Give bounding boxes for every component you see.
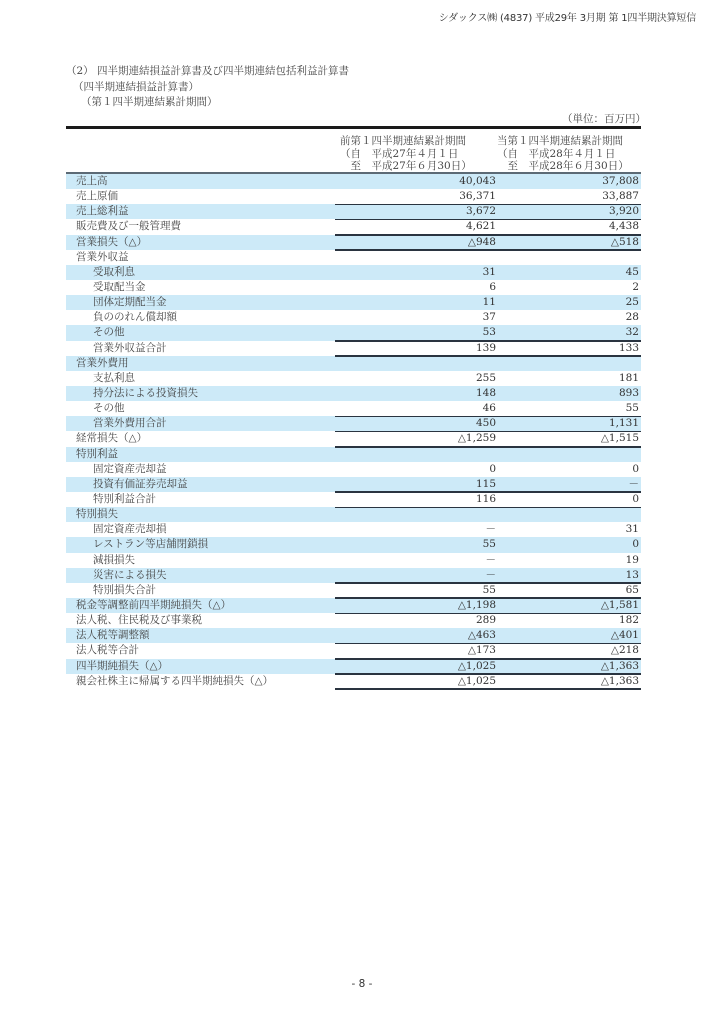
row-label: 法人税等合計 bbox=[76, 644, 139, 657]
row-label: 特別利益 bbox=[76, 447, 118, 460]
prior-value: △1,025 bbox=[457, 674, 496, 687]
table-row bbox=[66, 568, 641, 583]
current-value: 133 bbox=[618, 341, 639, 354]
table-row bbox=[66, 310, 641, 325]
row-label: 災害による損失 bbox=[93, 568, 167, 581]
prior-value: 53 bbox=[482, 326, 496, 339]
row-label: 負ののれん償却額 bbox=[93, 311, 177, 324]
prior-value: 3,672 bbox=[465, 205, 496, 218]
prior-value: 11 bbox=[482, 296, 496, 309]
prior-value: 148 bbox=[475, 386, 496, 399]
table-row bbox=[66, 325, 641, 340]
row-label: 投資有価証券売却益 bbox=[93, 477, 188, 490]
table-row bbox=[66, 462, 641, 477]
prior-value: － bbox=[485, 568, 496, 581]
prior-value: △948 bbox=[467, 235, 496, 248]
row-label: 販売費及び一般管理費 bbox=[76, 220, 181, 233]
current-value: － bbox=[628, 477, 639, 490]
table-row bbox=[66, 598, 641, 613]
row-label: 売上総利益 bbox=[76, 205, 129, 218]
table-row bbox=[66, 674, 641, 689]
unit-label: （単位：百万円） bbox=[562, 113, 646, 125]
table-row bbox=[66, 235, 641, 250]
column-header-current-period bbox=[497, 135, 629, 173]
prior-value: 255 bbox=[475, 371, 496, 384]
row-label: その他 bbox=[93, 402, 125, 415]
table-row bbox=[66, 189, 641, 204]
prior-value: 0 bbox=[489, 462, 496, 475]
table-row bbox=[66, 492, 641, 507]
current-value: 893 bbox=[618, 386, 639, 399]
table-row bbox=[66, 265, 641, 280]
table-row bbox=[66, 477, 641, 492]
current-value: 32 bbox=[625, 326, 639, 339]
table-row bbox=[66, 628, 641, 643]
table-row bbox=[66, 507, 641, 522]
table-row bbox=[66, 431, 641, 446]
prior-value: 289 bbox=[475, 614, 496, 627]
current-value: 19 bbox=[625, 553, 639, 566]
section-title: （2） 四半期連結損益計算書及び四半期連結包括利益計算書 bbox=[66, 65, 350, 77]
column-header-prior-period bbox=[340, 135, 472, 173]
row-label: 売上原価 bbox=[76, 190, 118, 203]
row-label: 法人税、住民税及び事業税 bbox=[76, 614, 202, 627]
table-row bbox=[66, 583, 641, 598]
table-row bbox=[66, 341, 641, 356]
current-value: 28 bbox=[625, 311, 639, 324]
row-label: 持分法による投資損失 bbox=[93, 386, 198, 399]
prior-value: △463 bbox=[467, 629, 496, 642]
table-row bbox=[66, 386, 641, 401]
table-row bbox=[66, 553, 641, 568]
prior-value: － bbox=[485, 523, 496, 536]
table-row bbox=[66, 447, 641, 462]
row-label: 税金等調整前四半期純損失（△） bbox=[76, 598, 232, 611]
document-header: シダックス㈱ (4837) 平成29年 3月期 第 1四半期決算短信 bbox=[438, 13, 696, 24]
row-label: 固定資産売却益 bbox=[93, 462, 167, 475]
prior-value: 36,371 bbox=[459, 190, 496, 203]
row-label: 営業外収益 bbox=[76, 250, 129, 263]
prior-value: 6 bbox=[489, 280, 496, 293]
table-row bbox=[66, 219, 641, 234]
current-value: 13 bbox=[625, 568, 639, 581]
table-row bbox=[66, 613, 641, 628]
prior-value: 55 bbox=[482, 583, 496, 596]
prior-value: 46 bbox=[482, 402, 496, 415]
column-header-line: 前第１四半期連結累計期間 bbox=[340, 135, 466, 147]
row-label: 営業損失（△） bbox=[76, 235, 148, 248]
row-label: 支払利息 bbox=[93, 371, 135, 384]
prior-value: 116 bbox=[475, 492, 496, 505]
prior-value: △173 bbox=[467, 644, 496, 657]
table-row bbox=[66, 280, 641, 295]
current-value: 33,887 bbox=[602, 190, 639, 203]
table-row bbox=[66, 401, 641, 416]
current-value: 1,131 bbox=[608, 417, 639, 430]
current-value: △218 bbox=[610, 644, 639, 657]
row-label: その他 bbox=[93, 326, 125, 339]
column-header-line: 当第１四半期連結累計期間 bbox=[497, 135, 623, 147]
current-value: 65 bbox=[625, 583, 639, 596]
table-row bbox=[66, 295, 641, 310]
row-label: 営業外収益合計 bbox=[93, 341, 167, 354]
current-value: 55 bbox=[625, 402, 639, 415]
table-row bbox=[66, 522, 641, 537]
current-value: △518 bbox=[610, 235, 639, 248]
current-value: 45 bbox=[625, 265, 639, 278]
current-value: 0 bbox=[632, 538, 639, 551]
prior-value: 4,621 bbox=[465, 220, 496, 233]
row-label: 特別利益合計 bbox=[93, 492, 156, 505]
row-label: 親会社株主に帰属する四半期純損失（△） bbox=[76, 674, 274, 687]
current-value: △1,363 bbox=[600, 659, 639, 672]
table-row bbox=[66, 643, 641, 658]
table-row bbox=[66, 659, 641, 674]
current-value: 25 bbox=[625, 296, 639, 309]
row-label: 特別損失合計 bbox=[93, 583, 156, 596]
row-label: 法人税等調整額 bbox=[76, 629, 150, 642]
page-number: - 8 - bbox=[351, 978, 373, 990]
table-row bbox=[66, 174, 641, 189]
current-value: 2 bbox=[632, 280, 639, 293]
row-label: 固定資産売却損 bbox=[93, 523, 167, 536]
row-label: 売上高 bbox=[76, 175, 108, 187]
row-label: 減損損失 bbox=[93, 553, 135, 566]
row-label: 営業外費用 bbox=[76, 356, 129, 369]
income-statement-table bbox=[66, 126, 641, 689]
row-label: 経常損失（△） bbox=[76, 432, 148, 445]
prior-value: 55 bbox=[482, 538, 496, 551]
prior-value: △1,198 bbox=[457, 598, 496, 611]
row-label: 受取配当金 bbox=[93, 280, 146, 293]
row-label: 団体定期配当金 bbox=[93, 296, 167, 309]
current-value: 37,808 bbox=[602, 175, 639, 187]
current-value: 3,920 bbox=[608, 205, 639, 218]
column-header-line: 至 平成27年６月30日） bbox=[340, 160, 472, 172]
prior-value: 115 bbox=[475, 477, 496, 490]
current-value: 4,438 bbox=[608, 220, 639, 233]
row-label: レストラン等店舗閉鎖損 bbox=[93, 538, 209, 551]
current-value: 181 bbox=[618, 371, 639, 384]
current-value: 0 bbox=[632, 462, 639, 475]
table-row bbox=[66, 356, 641, 371]
row-label: 受取利息 bbox=[93, 265, 135, 278]
current-value: △1,363 bbox=[600, 674, 639, 687]
period-title: （第１四半期連結累計期間） bbox=[81, 96, 218, 108]
prior-value: 40,043 bbox=[459, 175, 496, 187]
table-row bbox=[66, 204, 641, 219]
current-value: 182 bbox=[618, 614, 639, 627]
row-label: 特別損失 bbox=[76, 508, 118, 521]
current-value: △401 bbox=[610, 629, 639, 642]
prior-value: 31 bbox=[482, 265, 496, 278]
current-value: △1,515 bbox=[600, 432, 639, 445]
column-header-line: （自 平成27年４月１日 bbox=[340, 147, 459, 160]
subsection-title: （四半期連結損益計算書） bbox=[73, 81, 199, 93]
table-row bbox=[66, 537, 641, 552]
prior-value: 139 bbox=[475, 341, 496, 354]
table-row bbox=[66, 371, 641, 386]
current-value: 0 bbox=[632, 492, 639, 505]
prior-value: － bbox=[485, 553, 496, 566]
table-header bbox=[66, 129, 641, 174]
prior-value: 37 bbox=[482, 311, 496, 324]
prior-value: △1,025 bbox=[457, 659, 496, 672]
table-row bbox=[66, 416, 641, 431]
prior-value: 450 bbox=[475, 417, 496, 430]
column-header-line: （自 平成28年４月１日 bbox=[497, 147, 616, 160]
current-value: 31 bbox=[625, 523, 639, 536]
prior-value: △1,259 bbox=[457, 432, 496, 445]
column-header-line: 至 平成28年６月30日） bbox=[497, 160, 629, 172]
row-label: 四半期純損失（△） bbox=[76, 659, 169, 672]
table-row bbox=[66, 250, 641, 265]
row-label: 営業外費用合計 bbox=[93, 417, 167, 430]
current-value: △1,581 bbox=[600, 598, 639, 611]
